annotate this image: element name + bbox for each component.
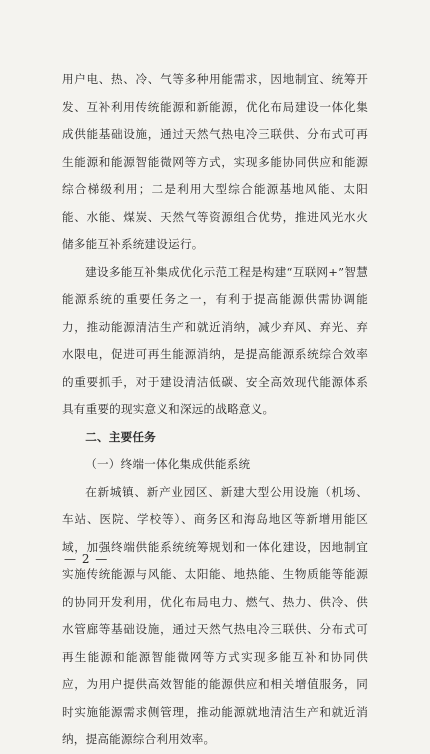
paragraph-continuation: 用户电、热、冷、气等多种用能需求，因地制宜、统筹开发、互补利用传统能源和新能源，优化布局建设一体化集成供能基础设施，通过天然气热电冷三联供、分布式可再生能源和能源智能微网等方式，实现多能协同供应和能源综合梯级利用；二是利用大型综合能源基地风能、太阳能、水能、煤炭、天然气等资源组合优势，推进风光水火储多能互补系统建设运行。 bbox=[62, 72, 368, 251]
section-heading: 二、主要任务 bbox=[85, 429, 156, 444]
subsection-heading: （一）终端一体化集成供能系统 bbox=[85, 457, 251, 471]
paragraph-background: 建设多能互补集成优化示范工程是构建“互联网+”智慧能源系统的重要任务之一，有利于提高能源供需协调能力，推动能源清洁生产和就近消纳，减少弃风、弃光、弃水限电，促进可再生能源消纳，是提高能源系统综合效率的重要抓手，对于建设清洁低碳、安全高效现代能源体系具有重要的现实意义和深远的战略意义。 bbox=[62, 264, 368, 416]
page-number: — 2 — bbox=[64, 552, 109, 566]
paragraph-task-1: 在新城镇、新产业园区、新建大型公用设施（机场、车站、医院、学校等）、商务区和海岛地区等新增用能区域，加强终端供能系统统筹规划和一体化建设，因地制宜实施传统能源与风能、太阳能、地热能、生物质能等能源的协同开发利用，优化布局电力、燃气、热力、供冷、供水管廊等基础设施，通过天然气热电冷三联供、分布式可再生能源和能源智能微网等方式实现多能互补和协同供应，为用户提供高效智能的能源供应和相关增值服务，同时实施能源需求侧管理，推动能源就地清洁生产和就近消纳，提高能源综合利用效率。 bbox=[62, 484, 368, 746]
body-text bbox=[62, 66, 368, 754]
